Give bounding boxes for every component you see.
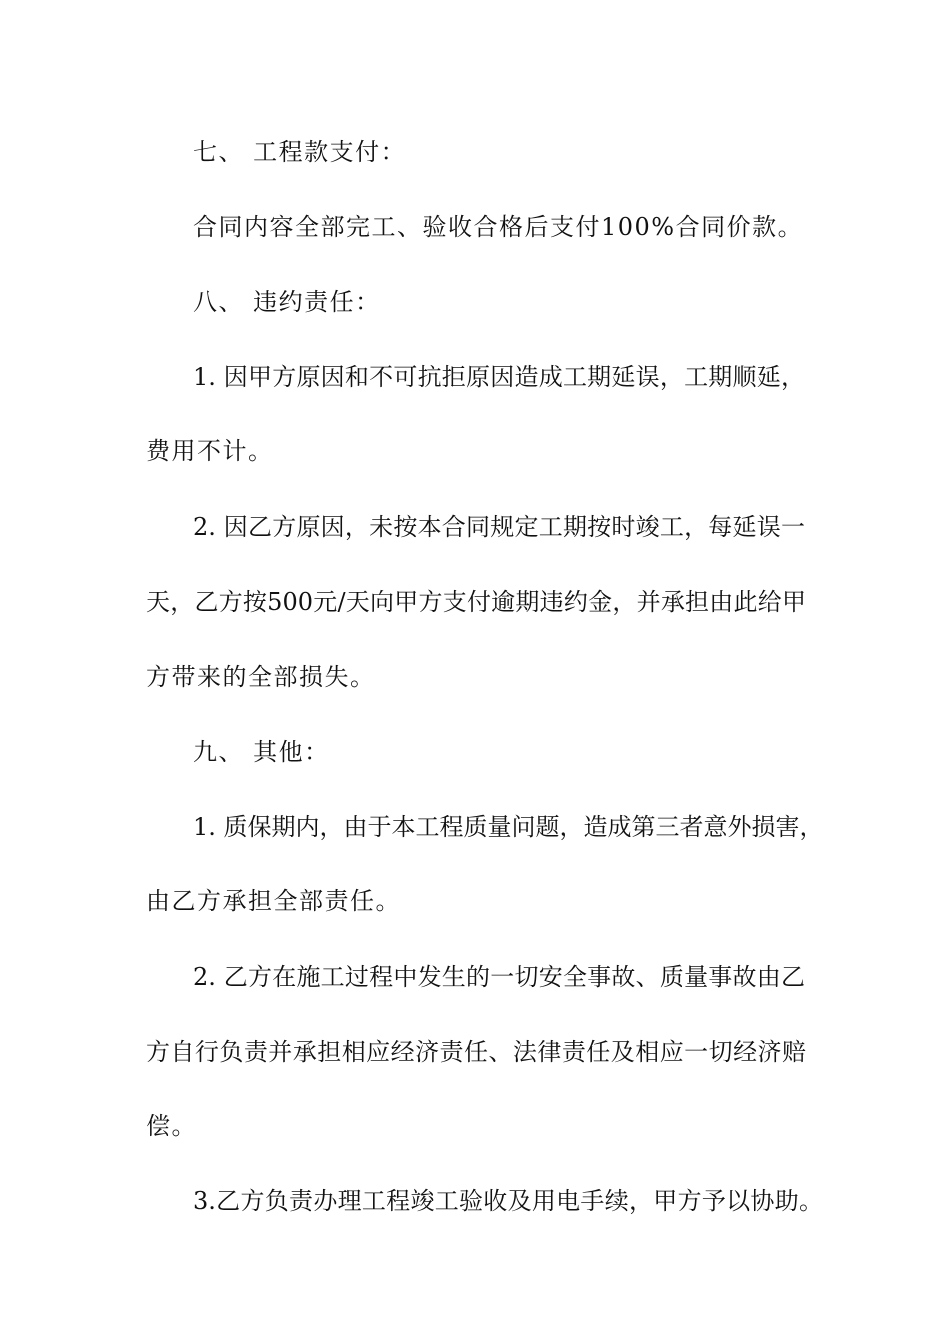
breach-item-1-line-1: 1. 因甲方原因和不可抗拒原因造成工期延误，工期顺延， bbox=[193, 363, 805, 391]
other-item-2-line-2: 方自行负责并承担相应经济责任、法律责任及相应一切经济赔 bbox=[146, 1038, 806, 1066]
breach-item-2-line-3: 方带来的全部损失。 bbox=[146, 663, 376, 691]
other-item-1-line-2: 由乙方承担全部责任。 bbox=[146, 887, 401, 915]
breach-item-2-line-2: 天，乙方按500元/天向甲方支付逾期违约金，并承担由此给甲 bbox=[146, 588, 806, 616]
breach-item-2-line-1: 2. 因乙方原因，未按本合同规定工期按时竣工，每延误一 bbox=[193, 513, 805, 541]
other-item-1-line-1: 1. 质保期内，由于本工程质量问题，造成第三者意外损害， bbox=[193, 813, 824, 841]
other-item-3: 3.乙方负责办理工程竣工验收及用电手续，甲方予以协助。 bbox=[193, 1187, 823, 1215]
section-9-heading: 九、 其他： bbox=[193, 738, 330, 766]
other-item-2-line-3: 偿。 bbox=[146, 1112, 197, 1140]
payment-clause: 合同内容全部完工、验收合格后支付100%合同价款。 bbox=[193, 213, 804, 241]
section-8-heading: 八、 违约责任： bbox=[193, 288, 381, 316]
section-7-heading: 七、 工程款支付： bbox=[193, 138, 407, 166]
other-item-2-line-1: 2. 乙方在施工过程中发生的一切安全事故、质量事故由乙 bbox=[193, 963, 805, 991]
breach-item-1-line-2: 费用不计。 bbox=[146, 437, 274, 465]
